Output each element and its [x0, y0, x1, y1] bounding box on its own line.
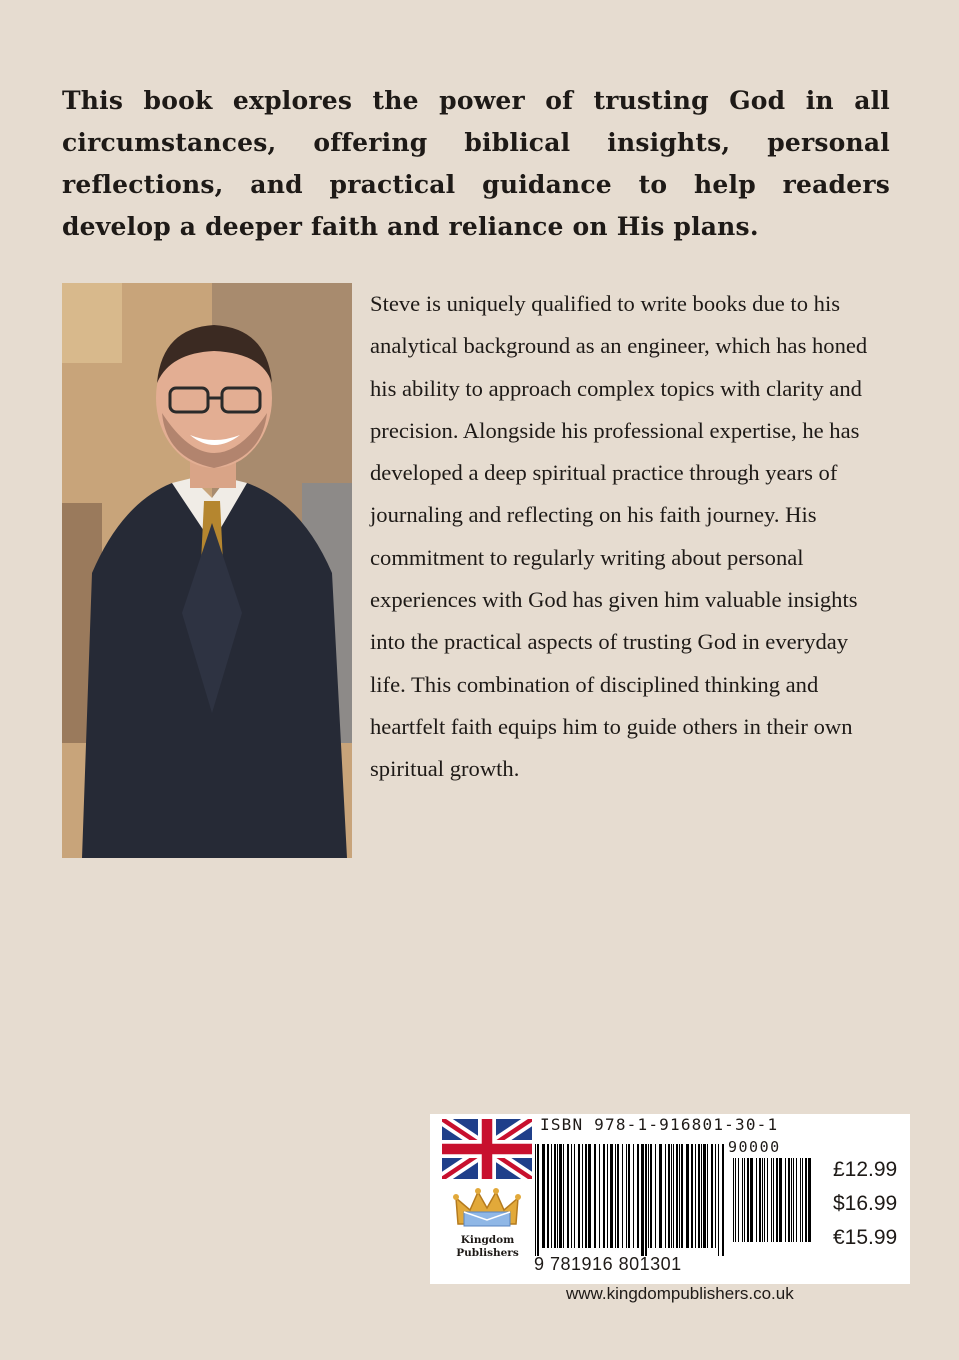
barcode-bar: [738, 1158, 739, 1242]
barcode-bar: [547, 1144, 549, 1248]
barcode-bar: [695, 1144, 696, 1248]
barcode-bar: [742, 1158, 743, 1242]
barcode-bar: [773, 1158, 774, 1242]
barcode-bar: [641, 1144, 644, 1256]
barcode-bar: [659, 1144, 662, 1248]
barcode-bar: [785, 1158, 786, 1242]
book-blurb: This book explores the power of trusting God in all circumstances, offering biblical insights, personal reflections, and practical guidance to help readers develop a deeper faith and reliance on His plans.: [62, 86, 890, 241]
price-list: [833, 1153, 897, 1255]
barcode-bar: [574, 1144, 575, 1248]
barcode-bar: [679, 1144, 680, 1248]
barcode-bar: [603, 1144, 605, 1248]
barcode-bar: [537, 1144, 539, 1256]
barcode-bar: [588, 1144, 591, 1248]
barcode-bar: [762, 1158, 763, 1242]
barcode-bar: [776, 1158, 778, 1242]
barcode-bar: [655, 1144, 656, 1248]
barcode-bar: [615, 1144, 616, 1248]
price-eur: €15.99: [833, 1226, 898, 1249]
barcode-bar: [671, 1144, 672, 1248]
barcode-bar: [791, 1158, 792, 1242]
price-addon-barcode: [733, 1158, 811, 1250]
barcode-bar: [767, 1158, 768, 1242]
barcode-bar: [676, 1144, 678, 1248]
publisher-name-line2: Publishers: [456, 1247, 519, 1259]
barcode-bar: [650, 1144, 652, 1248]
barcode-bar: [771, 1158, 772, 1242]
barcode-bar: [686, 1144, 689, 1248]
barcode-bar: [633, 1144, 634, 1248]
barcode-bar: [750, 1158, 753, 1242]
barcode-bar: [617, 1144, 619, 1248]
barcode-bar: [557, 1144, 558, 1248]
publisher-website: www.kingdompublishers.co.uk: [566, 1284, 794, 1303]
barcode-bar: [735, 1158, 736, 1242]
barcode-bar: [607, 1144, 608, 1248]
barcode-bar: [722, 1144, 724, 1256]
barcode-bar: [733, 1158, 734, 1242]
barcode-bar: [648, 1144, 649, 1248]
publisher-name: [440, 1234, 535, 1260]
barcode-bar: [594, 1144, 596, 1248]
author-portrait-illustration: [62, 283, 352, 858]
barcode-bar: [542, 1144, 545, 1248]
barcode-bar: [759, 1158, 761, 1242]
barcode-bar: [808, 1158, 811, 1242]
barcode-bar: [535, 1144, 536, 1256]
publisher-name-line1: Kingdom: [460, 1234, 515, 1246]
barcode-bar: [802, 1158, 803, 1242]
barcode-bar: [744, 1158, 745, 1242]
barcode-bar: [551, 1144, 552, 1248]
barcode-bar: [559, 1144, 562, 1248]
barcode-bar: [628, 1144, 630, 1248]
barcode-bar: [645, 1144, 647, 1256]
barcode-bar: [668, 1144, 670, 1248]
barcode-bar: [711, 1144, 713, 1248]
author-bio: Steve is uniquely qualified to write books due to his analytical background as an engineer, which has honed his ability to approach complex topics with clarity and precision. Alongside his professional expertise, he has developed a deep spiritual practice through years of journaling and reflecting on his faith journey. His commitment to regularly writing about personal experiences with God has given him valuable insights into the practical aspects of trusting God in everyday life. This combination of disciplined thinking and heartfelt faith equips him to guide others in their own spiritual growth.: [370, 291, 868, 782]
barcode-bar: [567, 1144, 569, 1248]
barcode-bar: [788, 1158, 790, 1242]
barcode-bar: [805, 1158, 807, 1242]
price-usd: $16.99: [833, 1192, 898, 1215]
isbn-addon-number: 90000: [728, 1138, 781, 1156]
barcode-bar: [698, 1144, 700, 1248]
barcode-bar: [563, 1144, 564, 1248]
barcode-bar: [707, 1144, 708, 1248]
barcode-bar: [585, 1144, 587, 1248]
barcode-bar: [681, 1144, 683, 1248]
barcode-bar: [701, 1144, 702, 1248]
barcode-bar: [747, 1158, 749, 1242]
barcode-bar: [673, 1144, 674, 1248]
barcode-bar: [756, 1158, 757, 1242]
barcode-bar: [626, 1144, 627, 1248]
barcode-bar: [637, 1144, 639, 1248]
barcode-bar: [764, 1158, 765, 1242]
barcode-bar: [582, 1144, 583, 1248]
barcode-panel: [430, 1114, 910, 1284]
barcode-bar: [796, 1158, 797, 1242]
isbn-barcode: [535, 1144, 725, 1256]
barcode-bar: [715, 1144, 716, 1248]
author-photo: [62, 283, 352, 858]
barcode-bar: [599, 1144, 600, 1248]
price-gbp: £12.99: [833, 1158, 898, 1181]
barcode-digits: 9 781916 801301: [534, 1254, 682, 1274]
barcode-bar: [610, 1144, 613, 1248]
barcode-bar: [703, 1144, 706, 1248]
union-jack-flag-icon: [442, 1119, 532, 1179]
barcode-bar: [578, 1144, 580, 1248]
barcode-bar: [554, 1144, 556, 1248]
barcode-bar: [793, 1158, 794, 1242]
barcode-bar: [779, 1158, 782, 1242]
barcode-bar: [718, 1144, 719, 1256]
isbn-label: ISBN 978-1-916801-30-1: [540, 1115, 779, 1134]
barcode-bar: [800, 1158, 801, 1242]
barcode-bar: [622, 1144, 623, 1248]
barcode-bar: [691, 1144, 693, 1248]
barcode-bar: [665, 1144, 666, 1248]
barcode-bar: [571, 1144, 572, 1248]
